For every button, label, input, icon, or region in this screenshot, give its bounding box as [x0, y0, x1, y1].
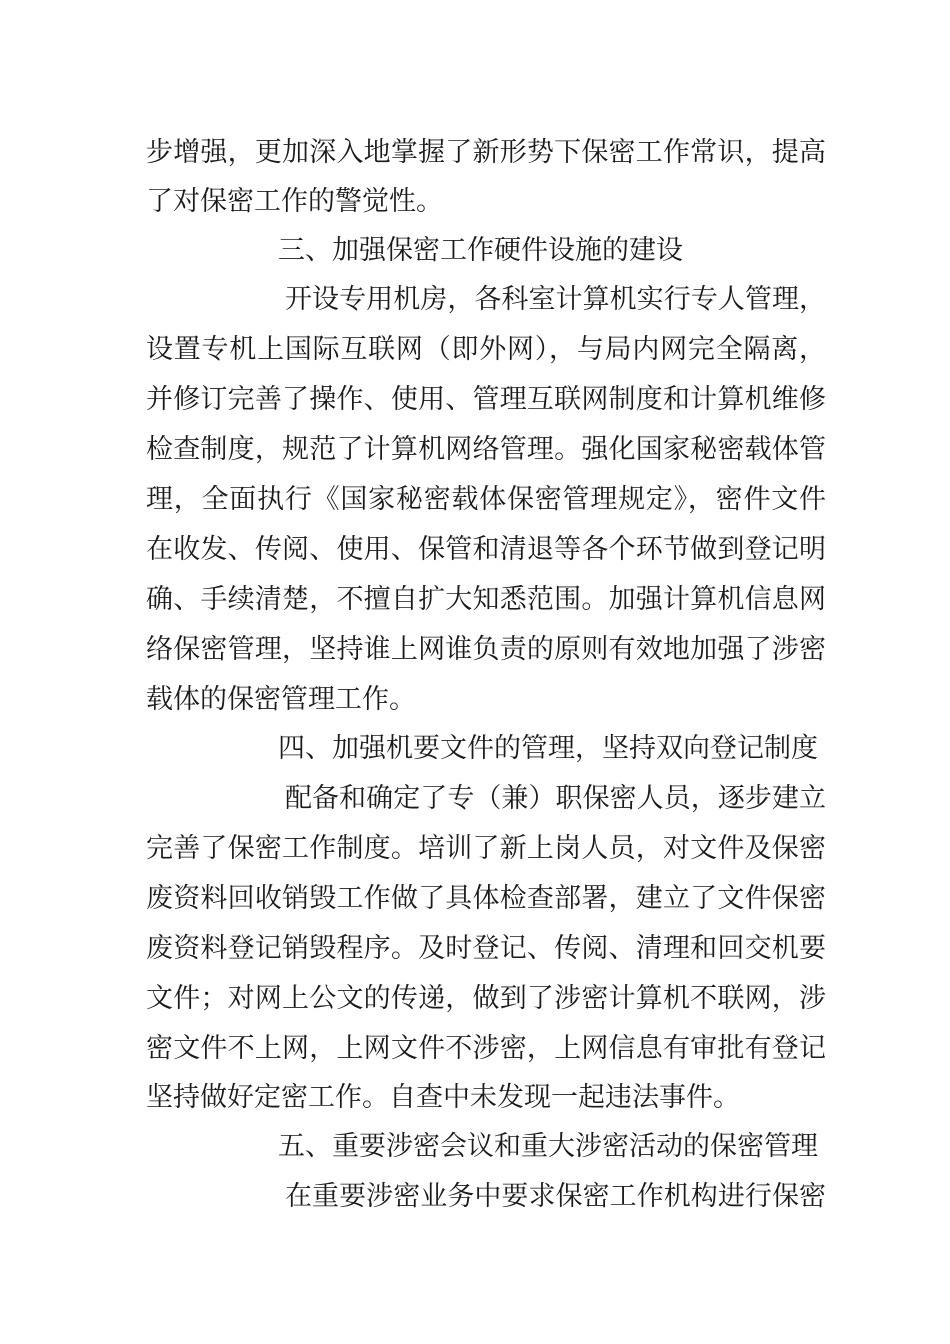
- paragraph-line: 络保密管理，坚持谁上网谁负责的原则有效地加强了涉密: [146, 634, 826, 665]
- paragraph-line: 并修订完善了操作、使用、管理互联网制度和计算机维修: [146, 384, 826, 415]
- paragraph-line: 密文件不上网，上网文件不涉密，上网信息有审批有登记: [146, 1033, 826, 1064]
- paragraph-first-line: 在重要涉密业务中要求保密工作机构进行保密: [285, 1181, 826, 1212]
- paragraph-line: 了对保密工作的警觉性。: [146, 186, 443, 217]
- paragraph-line: 完善了保密工作制度。培训了新上岗人员，对文件及保密: [146, 833, 826, 864]
- paragraph-line: 废资料回收销毁工作做了具体检查部署，建立了文件保密: [146, 883, 826, 914]
- paragraph-line: 设置专机上国际互联网（即外网），与局内网完全隔离，: [146, 334, 826, 365]
- paragraph-line: 载体的保密管理工作。: [146, 684, 416, 715]
- paragraph-line: 废资料登记销毁程序。及时登记、传阅、清理和回交机要: [146, 933, 826, 964]
- section-heading-3: 三、加强保密工作硬件设施的建设: [278, 235, 683, 266]
- paragraph-line: 文件；对网上公文的传递，做到了涉密计算机不联网，涉: [146, 983, 826, 1014]
- paragraph-line: 步增强，更加深入地掌握了新形势下保密工作常识，提高: [146, 137, 826, 168]
- section-heading-5: 五、重要涉密会议和重大涉密活动的保密管理: [278, 1131, 818, 1162]
- paragraph-line: 坚持做好定密工作。自查中未发现一起违法事件。: [146, 1082, 740, 1113]
- paragraph-line: 检查制度，规范了计算机网络管理。强化国家秘密载体管: [146, 434, 826, 465]
- paragraph-line: 在收发、传阅、使用、保管和清退等各个环节做到登记明: [146, 534, 826, 565]
- paragraph-first-line: 配备和确定了专（兼）职保密人员，逐步建立: [285, 783, 826, 814]
- paragraph-line: 理，全面执行《国家秘密载体保密管理规定》，密件文件: [146, 484, 826, 515]
- paragraph-first-line: 开设专用机房，各科室计算机实行专人管理，: [285, 284, 826, 315]
- section-heading-4: 四、加强机要文件的管理，坚持双向登记制度: [278, 733, 818, 764]
- paragraph-line: 确、手续清楚，不擅自扩大知悉范围。加强计算机信息网: [146, 584, 826, 615]
